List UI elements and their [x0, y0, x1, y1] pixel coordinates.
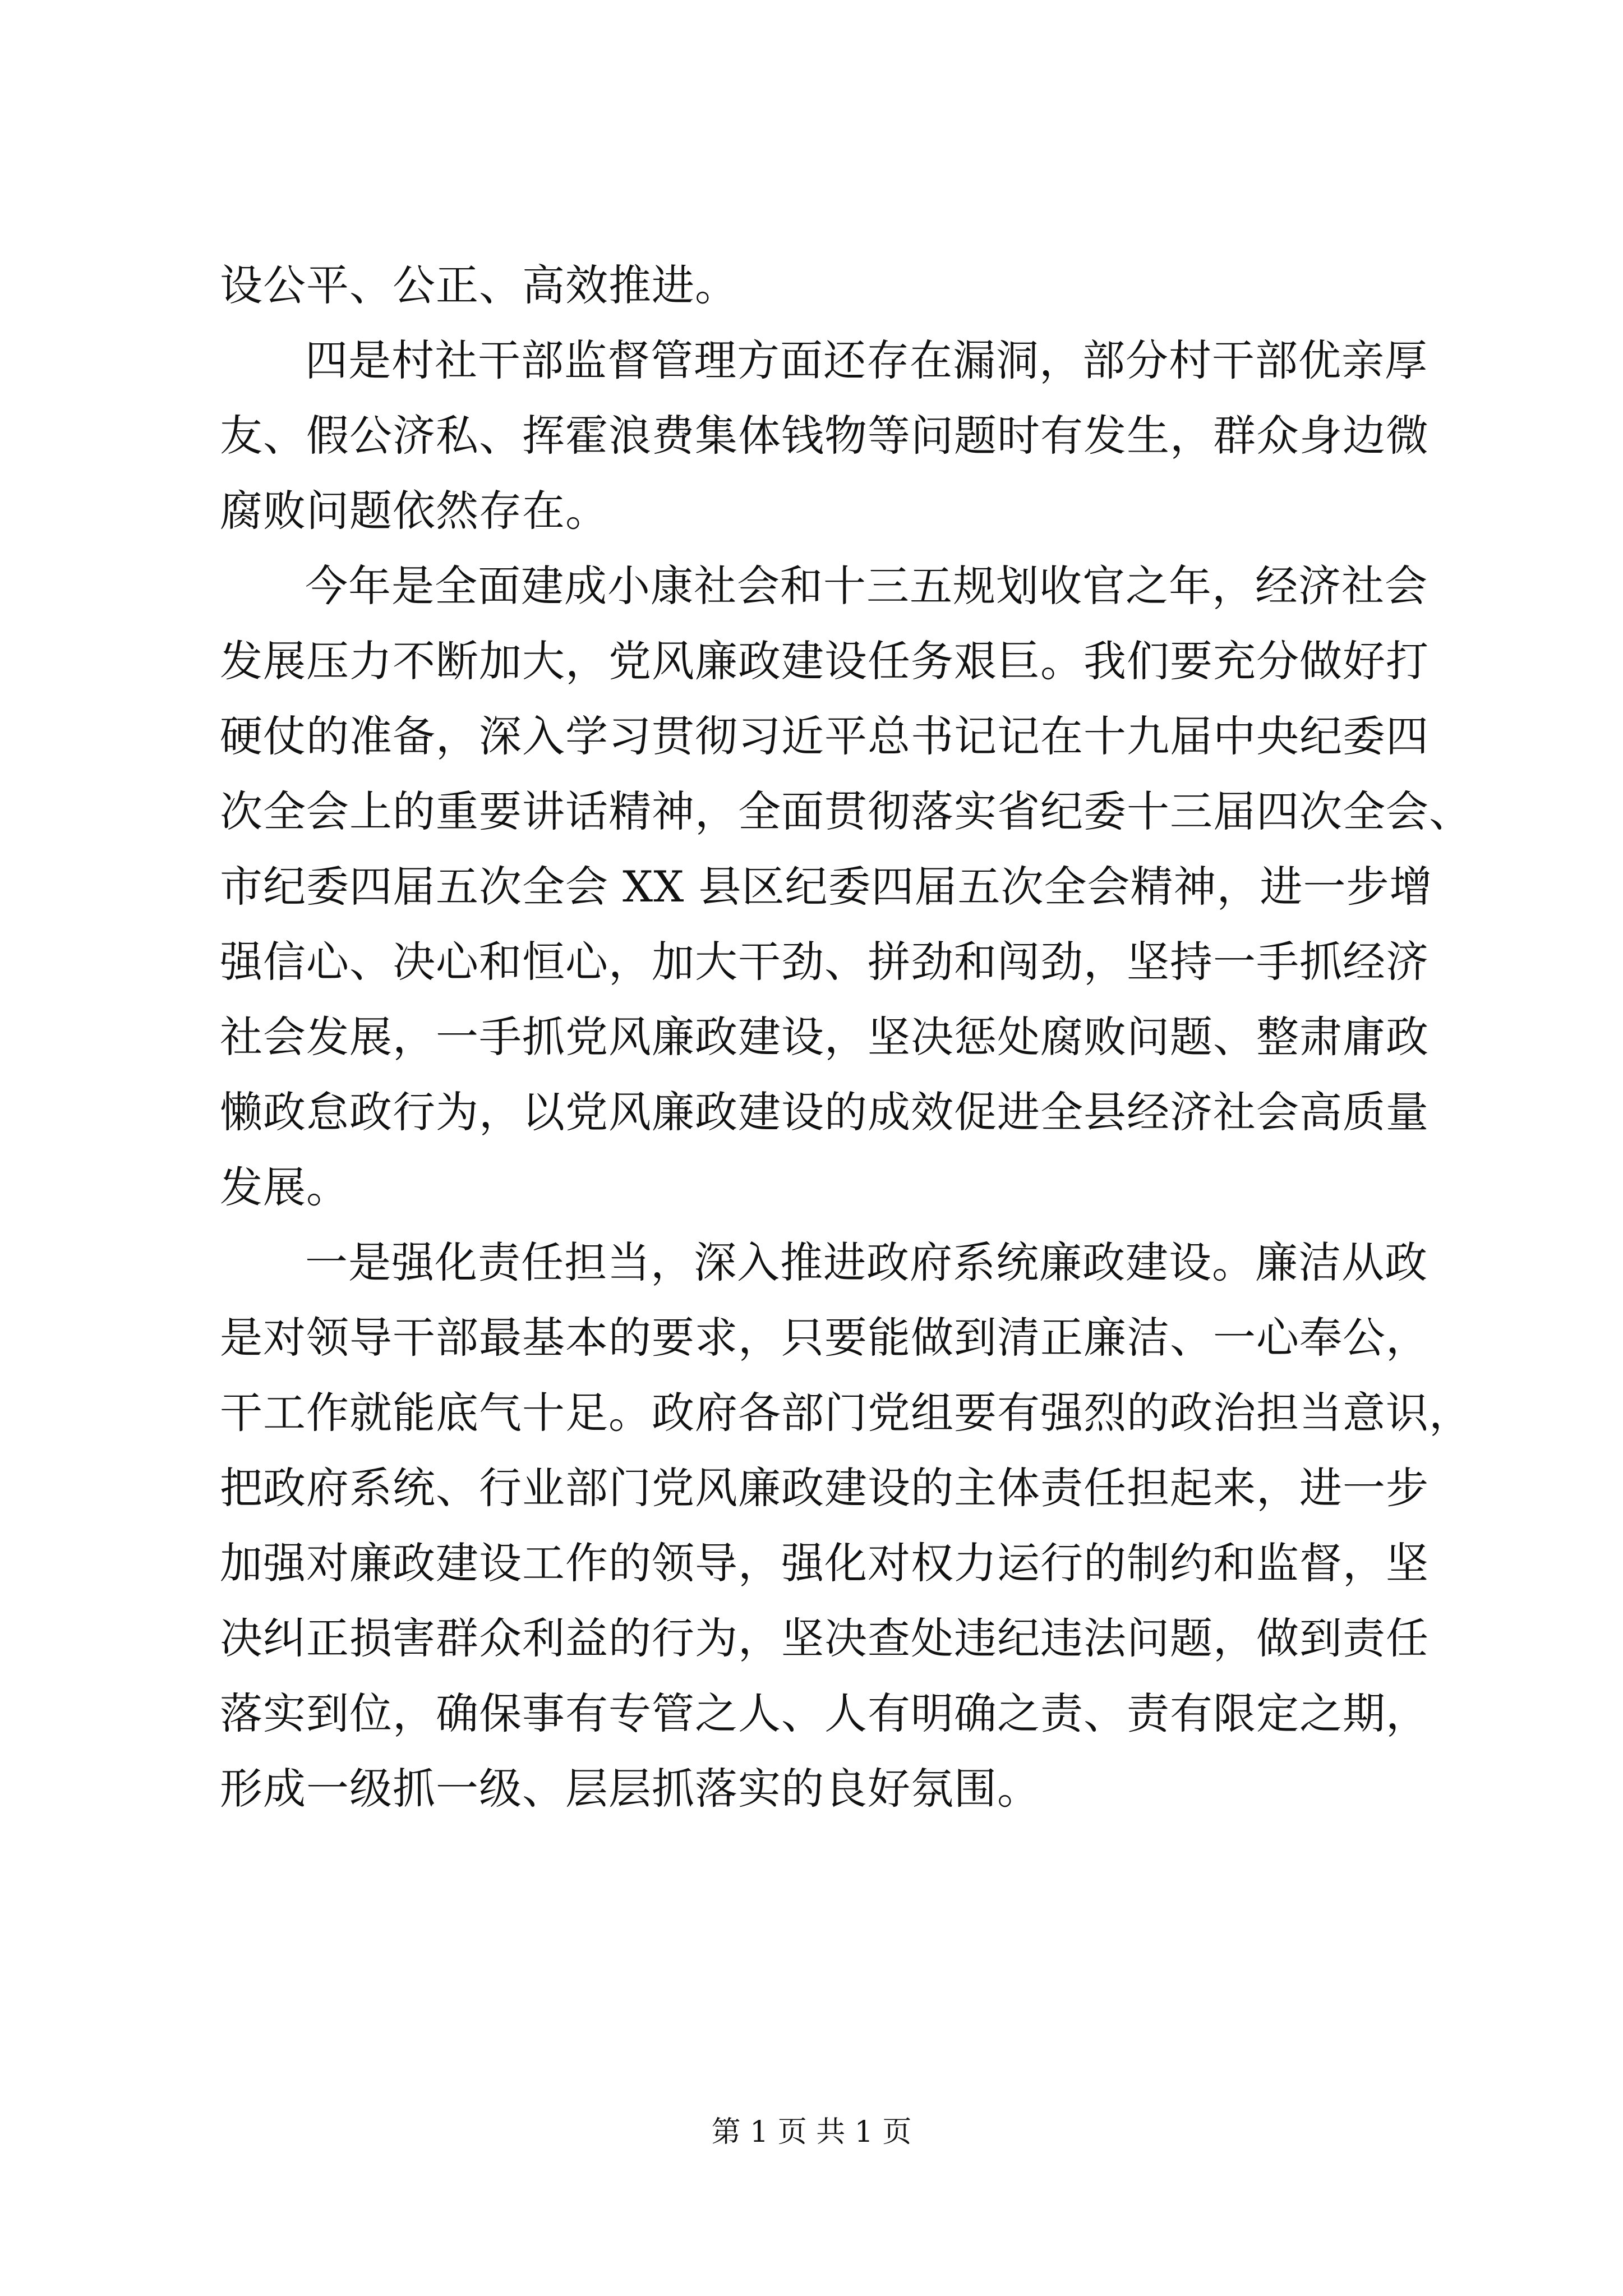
text-line: 干工作就能底气十足。政府各部门党组要有强烈的政治担当意识，: [220, 1388, 1472, 1438]
text-line: 市纪委四届五次全会 XX 县区纪委四届五次全会精神，进一步增: [220, 862, 1433, 912]
text-line: 是对领导干部最基本的要求，只要能做到清正廉洁、一心奉公，: [220, 1313, 1429, 1363]
document-body: [220, 248, 1472, 1826]
text-line: 落实到位，确保事有专管之人、人有明确之责、责有限定之期，: [220, 1688, 1429, 1738]
text-line: 次全会上的重要讲话精神，全面贯彻落实省纪委十三届四次全会、: [220, 786, 1472, 836]
text-line: 决纠正损害群众利益的行为，坚决查处违纪违法问题，做到责任: [220, 1613, 1429, 1663]
text-line: 友、假公济私、挥霍浪费集体钱物等问题时有发生，群众身边微: [220, 411, 1429, 461]
text-line: 发展。: [220, 1162, 349, 1212]
text-line: 今年是全面建成小康社会和十三五规划收官之年，经济社会: [305, 561, 1428, 611]
text-line: 四是村社干部监督管理方面还存在漏洞，部分村干部优亲厚: [305, 335, 1428, 385]
text-line: 腐败问题依然存在。: [220, 486, 608, 536]
text-line: 硬仗的准备，深入学习贯彻习近平总书记记在十九届中央纪委四: [220, 711, 1429, 761]
text-line: 社会发展，一手抓党风廉政建设，坚决惩处腐败问题、整肃庸政: [220, 1012, 1429, 1062]
text-line: 设公平、公正、高效推进。: [220, 260, 738, 310]
text-line: 懒政怠政行为，以党风廉政建设的成效促进全县经济社会高质量: [220, 1087, 1429, 1137]
text-line: 形成一级抓一级、层层抓落实的良好氛围。: [220, 1764, 1040, 1814]
text-line: 把政府系统、行业部门党风廉政建设的主体责任担起来，进一步: [220, 1463, 1429, 1513]
text-line: 一是强化责任担当，深入推进政府系统廉政建设。廉洁从政: [305, 1237, 1428, 1287]
text-line: 强信心、决心和恒心，加大干劲、拼劲和闯劲，坚持一手抓经济: [220, 937, 1429, 987]
text-line: 加强对廉政建设工作的领导，强化对权力运行的制约和监督，坚: [220, 1538, 1429, 1588]
page-number-footer: 第 1 页 共 1 页: [711, 2115, 912, 2149]
text-line: 发展压力不断加大，党风廉政建设任务艰巨。我们要充分做好打: [220, 636, 1429, 686]
